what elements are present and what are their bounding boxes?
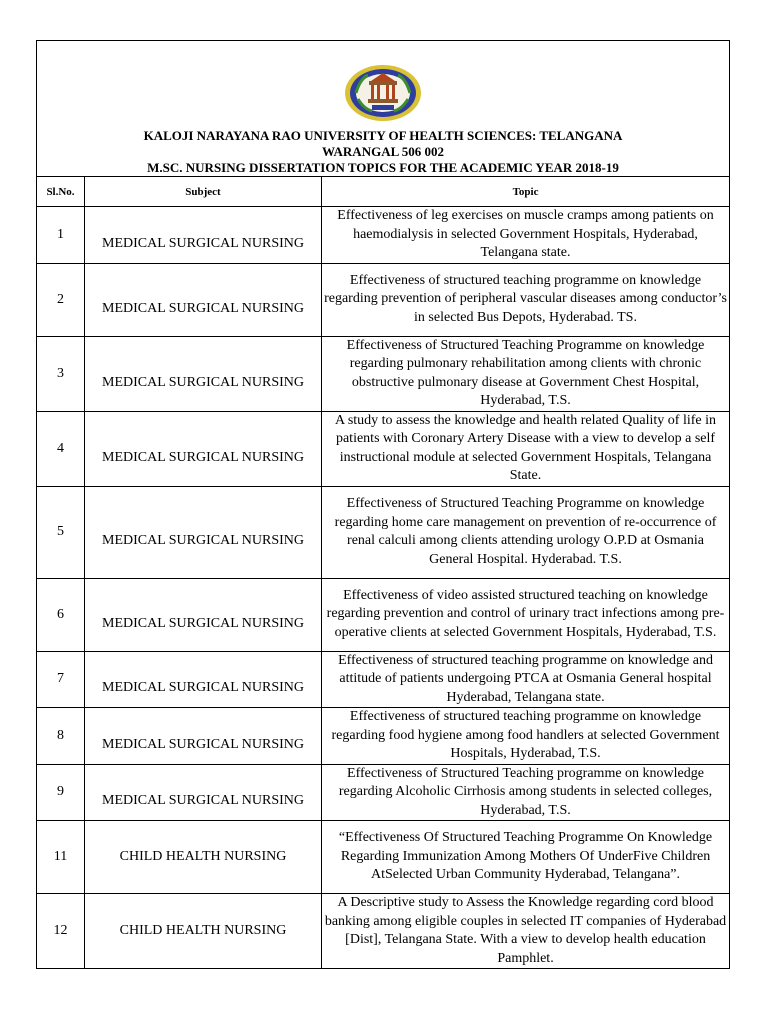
table-row: [37, 411, 730, 486]
table-row: [37, 578, 730, 651]
row-topic: A study to assess the knowledge and health related Quality of life in patients with Coronary Artery Disease with a view to develop a self instructional module at selected Government Hospitals, Telangana State.: [322, 411, 730, 486]
row-number: 6: [37, 578, 85, 651]
header-row: [37, 41, 730, 177]
row-subject: MEDICAL SURGICAL NURSING: [85, 708, 322, 765]
university-address: WARANGAL 506 002: [321, 144, 445, 159]
document-title: M.SC. NURSING DISSERTATION TOPICS FOR THE ACADEMIC YEAR 2018-19: [147, 160, 619, 175]
row-number: 4: [37, 411, 85, 486]
column-header-slno: Sl.No.: [37, 177, 85, 207]
row-topic: Effectiveness of Structured Teaching programme on knowledge regarding Alcoholic Cirrhosis among students in selected colleges, Hyderabad, T.S.: [322, 764, 730, 821]
table-row: [37, 263, 730, 336]
table-row: [37, 821, 730, 894]
row-subject: MEDICAL SURGICAL NURSING: [85, 578, 322, 651]
table-row: [37, 336, 730, 411]
row-topic: Effectiveness of leg exercises on muscle cramps among patients on haemodialysis in selected Government Hospitals, Hyderabad, Telangana state.: [322, 207, 730, 264]
row-subject: MEDICAL SURGICAL NURSING: [85, 207, 322, 264]
university-name: KALOJI NARAYANA RAO UNIVERSITY OF HEALTH SCIENCES: TELANGANA: [143, 128, 623, 143]
row-number: 12: [37, 894, 85, 969]
column-header-subject: Subject: [85, 177, 322, 207]
row-number: 3: [37, 336, 85, 411]
column-header-row: [37, 177, 730, 207]
table-row: [37, 207, 730, 264]
row-number: 9: [37, 764, 85, 821]
row-topic: “Effectiveness Of Structured Teaching Programme On Knowledge Regarding Immunization Among Mothers Of UnderFive Children AtSelected Urban Community Hyderabad, Telangana”.: [322, 821, 730, 894]
table-row: [37, 708, 730, 765]
row-topic: Effectiveness of Structured Teaching Programme on knowledge regarding home care management on prevention of re-occurrence of renal calculi among clients attending urology O.P.D at Osmania General Hospital. Hyderabad. T.S.: [322, 486, 730, 578]
header-cell: [37, 41, 730, 177]
row-topic: Effectiveness of Structured Teaching Programme on knowledge regarding pulmonary rehabilitation among clients with chronic obstructive pulmonary disease at Government Chest Hospital, Hyderabad, T.S.: [322, 336, 730, 411]
table-row: [37, 764, 730, 821]
row-topic: A Descriptive study to Assess the Knowledge regarding cord blood banking among eligible couples in selected IT companies of Hyderabad [Dist], Telangana State. With a view to develop health education Pamphlet.: [322, 894, 730, 969]
row-subject: MEDICAL SURGICAL NURSING: [85, 411, 322, 486]
row-topic: Effectiveness of structured teaching programme on knowledge and attitude of patients undergoing PTCA at Osmania General hospital Hyderabad, Telangana state.: [322, 651, 730, 708]
table-row: [37, 486, 730, 578]
university-emblem-icon: [342, 63, 424, 123]
row-subject: MEDICAL SURGICAL NURSING: [85, 263, 322, 336]
row-number: 2: [37, 263, 85, 336]
row-topic: Effectiveness of structured teaching programme on knowledge regarding prevention of peripheral vascular diseases among conductor’s in selected Bus Depots, Hyderabad. TS.: [322, 263, 730, 336]
row-number: 1: [37, 207, 85, 264]
row-subject: MEDICAL SURGICAL NURSING: [85, 764, 322, 821]
row-number: 7: [37, 651, 85, 708]
table-row: [37, 894, 730, 969]
row-subject: MEDICAL SURGICAL NURSING: [85, 651, 322, 708]
dissertation-table: [36, 40, 730, 969]
row-topic: Effectiveness of structured teaching programme on knowledge regarding food hygiene among food handlers at selected Government Hospitals, Hyderabad, T.S.: [322, 708, 730, 765]
row-subject: MEDICAL SURGICAL NURSING: [85, 336, 322, 411]
document-sheet: [36, 40, 729, 969]
row-topic: Effectiveness of video assisted structured teaching on knowledge regarding prevention and control of urinary tract infections among pre-operative clients at selected Government Hospitals, Hyderabad, T.S.: [322, 578, 730, 651]
row-subject: CHILD HEALTH NURSING: [85, 821, 322, 894]
row-number: 5: [37, 486, 85, 578]
row-number: 8: [37, 708, 85, 765]
row-subject: CHILD HEALTH NURSING: [85, 894, 322, 969]
table-row: [37, 651, 730, 708]
column-header-topic: Topic: [322, 177, 730, 207]
row-number: 11: [37, 821, 85, 894]
row-subject: MEDICAL SURGICAL NURSING: [85, 486, 322, 578]
